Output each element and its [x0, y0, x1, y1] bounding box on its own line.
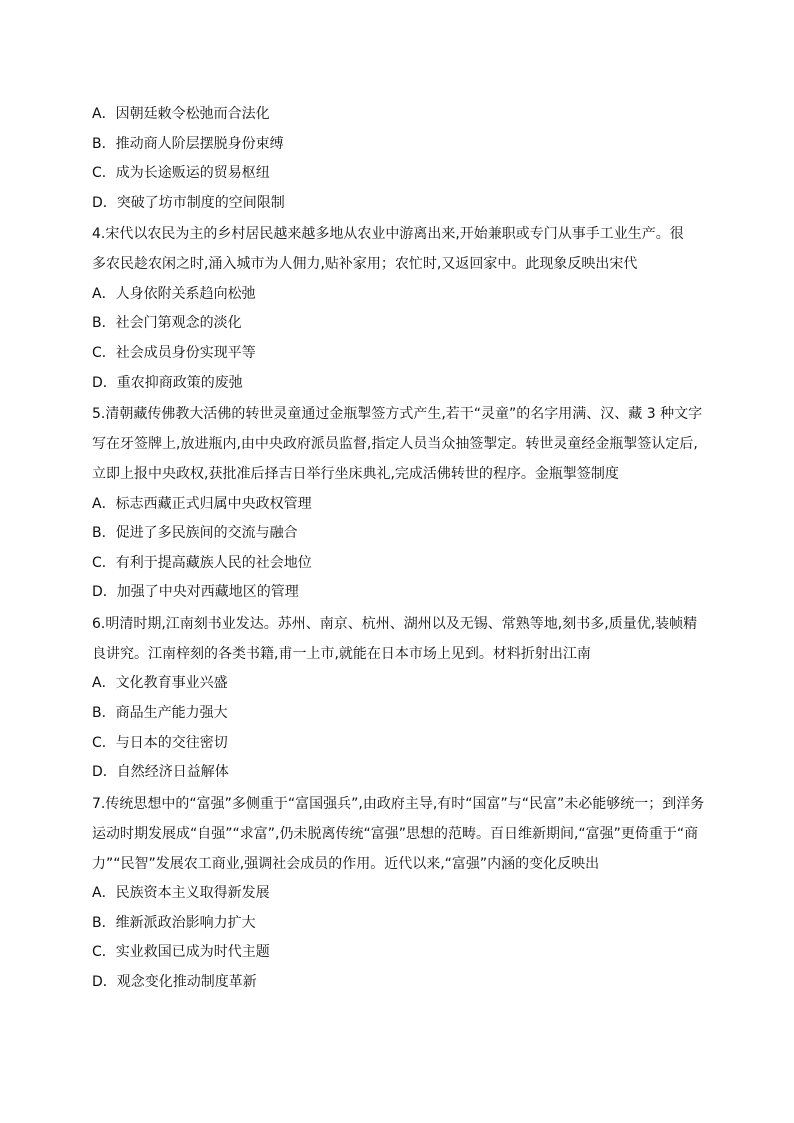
q7-option-b: B．维新派政治影响力扩大: [92, 915, 256, 931]
q7-stem-line-2: 运动时期发展成“自强”“求富”,仍未脱离传统“富强”思想的范畴。百日维新期间,“富强”更倚重于“商: [92, 826, 699, 842]
q5-option-b: B．促进了多民族间的交流与融合: [92, 525, 298, 541]
q4-stem-line-2: 多农民趁农闲之时,涌入城市为人佣力,贴补家用；农忙时,又返回家中。此现象反映出宋代: [92, 256, 638, 272]
q3-option-d: D．突破了坊市制度的空间限制: [92, 195, 285, 211]
q3-option-c: C．成为长途贩运的贸易枢纽: [92, 165, 270, 181]
q5-stem-line-2: 写在牙签牌上,放进瓶内,由中央政府派员监督,指定人员当众抽签掣定。转世灵童经金瓶掣签认定后,: [92, 436, 698, 452]
q3-option-b: B．推动商人阶层摆脱身份束缚: [92, 136, 284, 152]
q5-option-a: A．标志西藏正式归属中央政权管理: [92, 496, 312, 512]
q4-option-c: C．社会成员身份实现平等: [92, 345, 256, 361]
q6-option-c: C．与日本的交往密切: [92, 735, 228, 751]
q4-option-d: D．重农抑商政策的废弛: [92, 375, 243, 391]
q6-option-d: D．自然经济日益解体: [92, 764, 229, 780]
q7-stem-line-3: 力”“民智”发展农工商业,强调社会成员的作用。近代以来,“富强”内涵的变化反映出: [92, 856, 600, 872]
q6-stem-line-1: 6.明清时期,江南刻书业发达。苏州、南京、杭州、湖州以及无锡、常熟等地,刻书多,质量优,装帧精: [92, 616, 698, 632]
q6-option-a: A．文化教育事业兴盛: [92, 675, 228, 691]
q6-stem-line-2: 良讲究。江南梓刻的各类书籍,甫一上市,就能在日本市场上见到。材料折射出江南: [92, 646, 591, 662]
q7-option-c: C．实业救国已成为时代主题: [92, 944, 270, 960]
q5-stem-line-1: 5.清朝藏传佛教大活佛的转世灵童通过金瓶掣签方式产生,若干“灵童”的名字用满、汉、藏 3 种文字: [92, 406, 703, 422]
q4-option-a: A．人身依附关系趋向松弛: [92, 286, 256, 302]
q6-option-b: B．商品生产能力强大: [92, 705, 228, 721]
q3-option-a: A．因朝廷敕令松弛而合法化: [92, 106, 270, 122]
q4-option-b: B．社会门第观念的淡化: [92, 315, 242, 331]
q5-stem-line-3: 立即上报中央政权,获批准后择吉日举行坐床典礼,完成活佛转世的程序。金瓶掣签制度: [92, 466, 619, 482]
q5-option-d: D．加强了中央对西藏地区的管理: [92, 584, 299, 600]
q7-option-a: A．民族资本主义取得新发展: [92, 885, 270, 901]
q4-stem-line-1: 4.宋代以农民为主的乡村居民越来越多地从农业中游离出来,开始兼职或专门从事手工业生产。很: [92, 226, 684, 242]
q5-option-c: C．有利于提高藏族人民的社会地位: [92, 555, 312, 571]
q7-option-d: D．观念变化推动制度革新: [92, 974, 257, 990]
q7-stem-line-1: 7.传统思想中的“富强”多侧重于“富国强兵”,由政府主导,有时“国富”与“民富”未必能够统一；到洋务: [92, 796, 705, 812]
